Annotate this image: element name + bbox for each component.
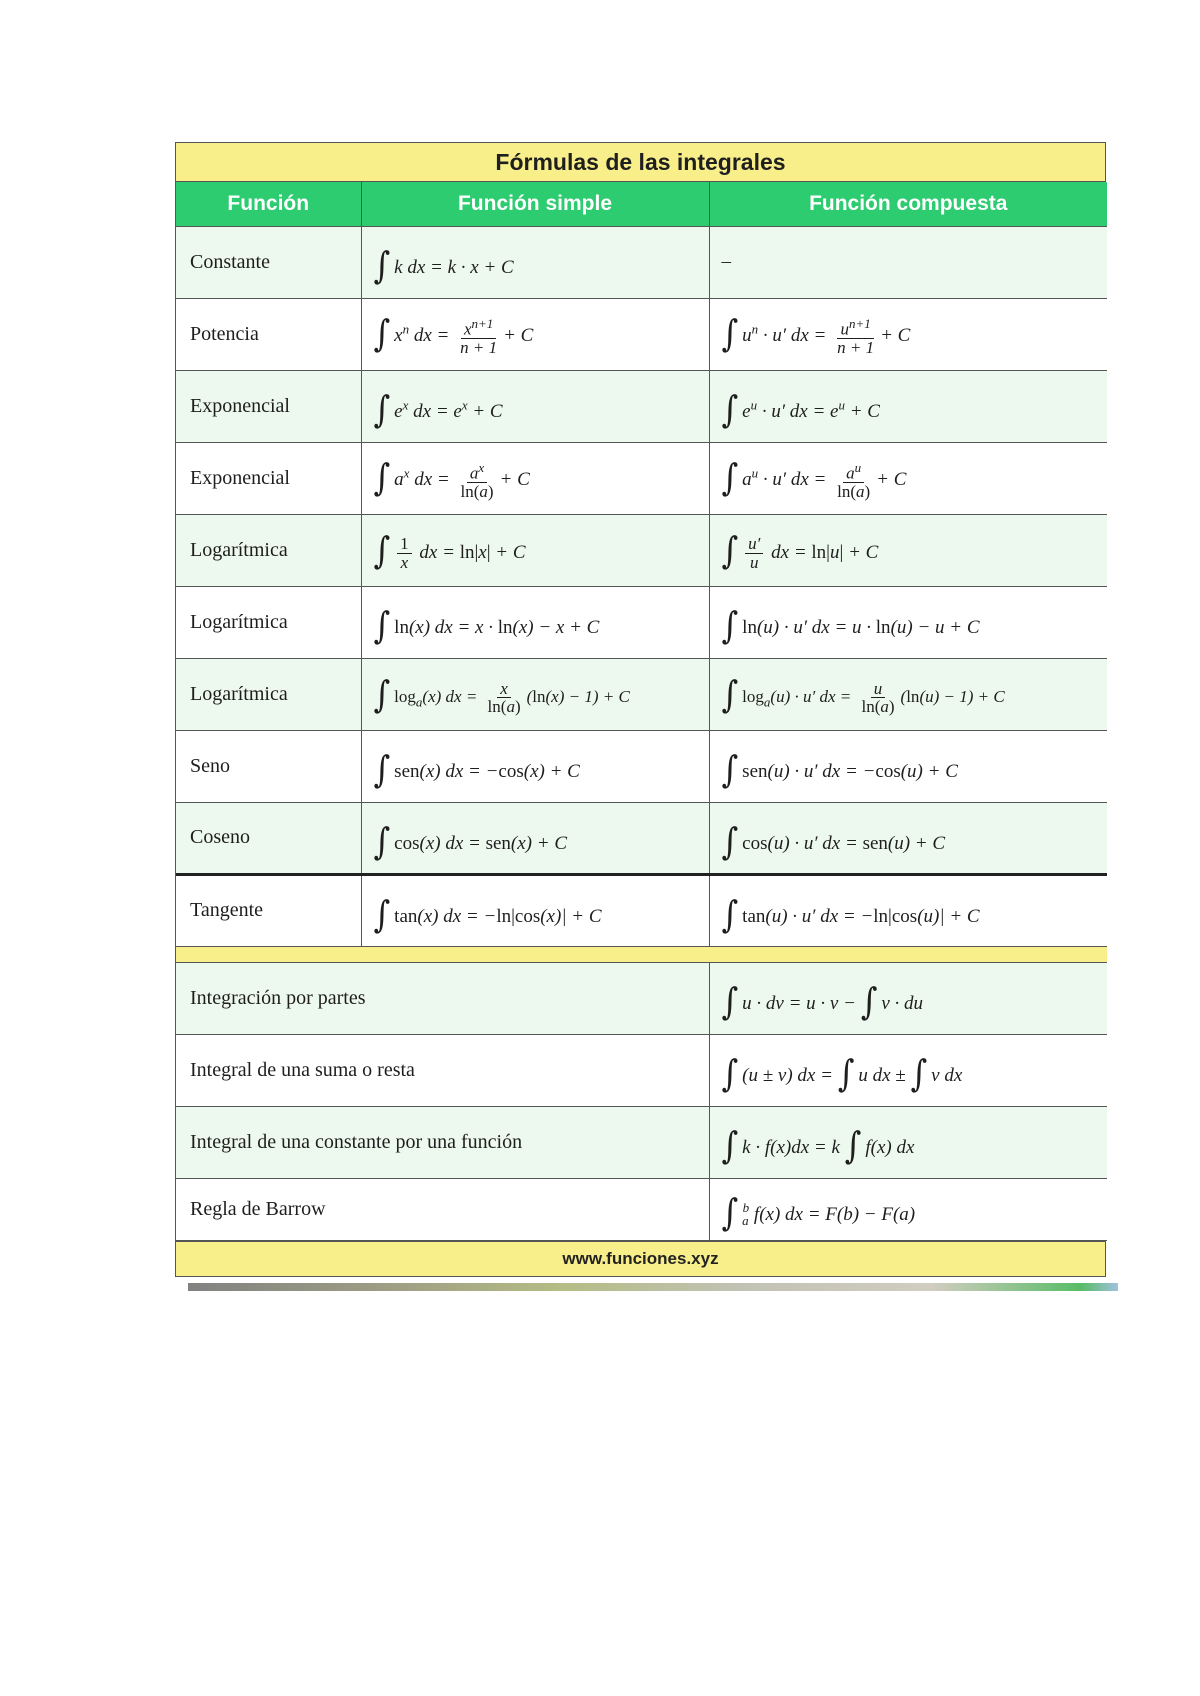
rule-formula: ∫ k · f(x)dx = k ∫ f(x) dx	[709, 1106, 1107, 1178]
simple-formula: ∫ $x^n$ dx = $\frac{x^{n+1}}{n + 1}$ + C	[361, 298, 709, 370]
table-row	[176, 802, 1107, 874]
footer-url: www.funciones.xyz	[176, 1241, 1105, 1276]
composite-formula: –	[709, 226, 1107, 298]
simple-formula: ∫ $\log_a(x)$ dx = $\frac{x}{\ln(a)}$ (ln(x) − 1) + C	[361, 658, 709, 730]
composite-formula: ∫ $a^u \cdot u'$ dx = $\frac{a^u}{\ln(a)}$ + C	[709, 442, 1107, 514]
table-row	[176, 1106, 1107, 1178]
rule-formula: ∫ u · dv = u · v − ∫ v · du	[709, 962, 1107, 1034]
row-label: Logarítmica	[176, 658, 361, 730]
composite-formula: ∫ $\frac{u'}{u}$ dx = ln|u| + C	[709, 514, 1107, 586]
rule-label: Integral de una constante por una función	[176, 1106, 709, 1178]
row-label: Constante	[176, 226, 361, 298]
sheet-title: Fórmulas de las integrales	[176, 143, 1105, 182]
simple-formula: ∫ $a^x$ dx = $\frac{a^x}{\ln(a)}$ + C	[361, 442, 709, 514]
composite-formula: ∫ $e^u \cdot u'$ dx = $e^u + C$	[709, 370, 1107, 442]
bottom-image-strip	[188, 1283, 1118, 1291]
header-row	[176, 182, 1107, 226]
rule-label: Integración por partes	[176, 962, 709, 1034]
simple-formula: ∫ tan(x) dx = −ln|cos(x)| + C	[361, 874, 709, 946]
row-label: Exponencial	[176, 370, 361, 442]
row-label: Exponencial	[176, 442, 361, 514]
row-label: Tangente	[176, 874, 361, 946]
row-label: Seno	[176, 730, 361, 802]
table-row	[176, 586, 1107, 658]
simple-formula: ∫ $\frac{1}{x}$ dx = ln|x| + C	[361, 514, 709, 586]
simple-formula: ∫ ln(x) dx = x · ln(x) − x + C	[361, 586, 709, 658]
composite-formula: ∫ $\log_a(u) \cdot u'$ dx = $\frac{u}{\ln(a)}$ (ln(u) − 1) + C	[709, 658, 1107, 730]
table-row	[176, 1178, 1107, 1240]
table-row	[176, 442, 1107, 514]
header-function: Función	[176, 182, 361, 226]
formula-sheet	[175, 142, 1106, 1277]
composite-formula: ∫ $u^n \cdot u'$ dx = $\frac{u^{n+1}}{n + 1}$ + C	[709, 298, 1107, 370]
composite-formula: ∫ cos(u) · u′ dx = sen(u) + C	[709, 802, 1107, 874]
composite-formula: ∫ tan(u) · u′ dx = −ln|cos(u)| + C	[709, 874, 1107, 946]
table-row	[176, 874, 1107, 946]
table-row	[176, 370, 1107, 442]
table-row	[176, 962, 1107, 1034]
rule-label: Integral de una suma o resta	[176, 1034, 709, 1106]
table-row	[176, 514, 1107, 586]
section-divider	[176, 946, 1107, 962]
rule-formula: ∫ $_a^b$ f(x) dx = F(b) − F(a)	[709, 1178, 1107, 1240]
composite-formula: ∫ ln(u) · u′ dx = u · ln(u) − u + C	[709, 586, 1107, 658]
row-label: Coseno	[176, 802, 361, 874]
rule-label: Regla de Barrow	[176, 1178, 709, 1240]
simple-formula: ∫ cos(x) dx = sen(x) + C	[361, 802, 709, 874]
table-row	[176, 298, 1107, 370]
simple-formula: ∫ sen(x) dx = −cos(x) + C	[361, 730, 709, 802]
simple-formula: ∫ k dx = k · x + C	[361, 226, 709, 298]
rule-formula: ∫ (u ± v) dx = ∫ u dx ± ∫ v dx	[709, 1034, 1107, 1106]
table-row	[176, 730, 1107, 802]
header-composite: Función compuesta	[709, 182, 1107, 226]
row-label: Logarítmica	[176, 586, 361, 658]
simple-formula: ∫ $e^x$ dx = $e^x + C$	[361, 370, 709, 442]
row-label: Potencia	[176, 298, 361, 370]
header-simple: Función simple	[361, 182, 709, 226]
table-row	[176, 226, 1107, 298]
table-row	[176, 658, 1107, 730]
table-row	[176, 1034, 1107, 1106]
row-label: Logarítmica	[176, 514, 361, 586]
composite-formula: ∫ sen(u) · u′ dx = −cos(u) + C	[709, 730, 1107, 802]
formula-table	[176, 182, 1107, 1241]
